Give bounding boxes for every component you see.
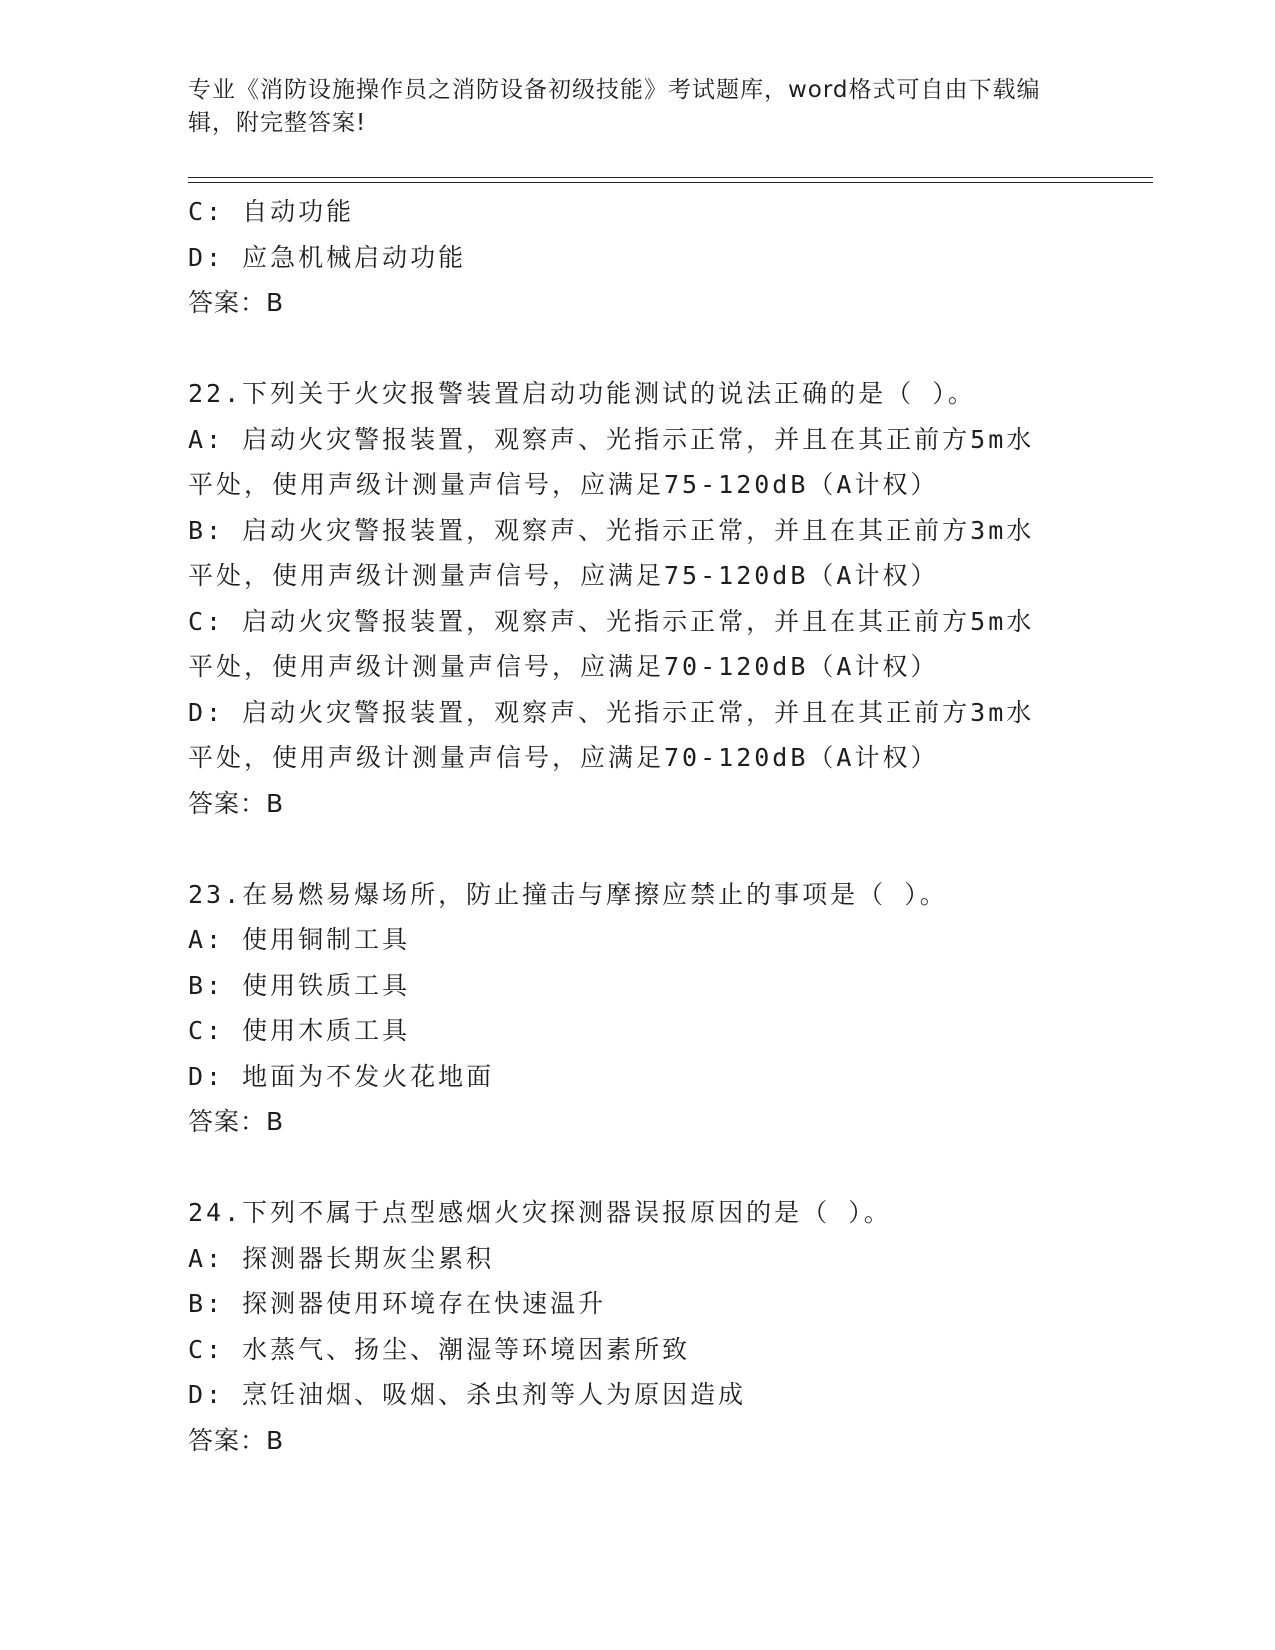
answer-line: 答案：B xyxy=(188,288,285,317)
option-line: D: 启动火灾警报装置，观察声、光指示正常，并且在其正前方3m水 xyxy=(188,697,1035,727)
question-stem: 22.下列关于火灾报警装置启动功能测试的说法正确的是（ ）。 xyxy=(188,379,976,408)
option-line: A: 启动火灾警报装置，观察声、光指示正常，并且在其正前方5m水 xyxy=(188,424,1035,454)
question-23 xyxy=(188,872,1108,1145)
option-line: B: 探测器使用环境存在快速温升 xyxy=(188,1289,607,1318)
option-line: A: 探测器长期灰尘累积 xyxy=(188,1243,495,1273)
option-line: C: 自动功能 xyxy=(188,197,355,226)
answer-line: 答案：B xyxy=(188,788,285,818)
option-line: C: 使用木质工具 xyxy=(188,1016,411,1045)
document-header xyxy=(188,74,1088,140)
question-stem: 24.下列不属于点型感烟火灾探测器误报原因的是（ ）。 xyxy=(188,1198,892,1227)
option-line: 平处，使用声级计测量声信号，应满足70-120dB（A计权） xyxy=(188,743,939,772)
option-line: C: 水蒸气、扬尘、潮湿等环境因素所致 xyxy=(188,1334,691,1364)
option-line: C: 启动火灾警报装置，观察声、光指示正常，并且在其正前方5m水 xyxy=(188,606,1035,636)
option-line: D: 地面为不发火花地面 xyxy=(188,1061,495,1091)
spacer xyxy=(188,1145,1108,1191)
header-line-2: 辑，附完整答案! xyxy=(188,110,367,136)
question-24 xyxy=(188,1190,1108,1463)
question-stem: 23.在易燃易爆场所，防止撞击与摩擦应禁止的事项是（ ）。 xyxy=(188,879,948,909)
option-line: 平处，使用声级计测量声信号，应满足75-120dB（A计权） xyxy=(188,561,939,590)
option-line: A: 使用铜制工具 xyxy=(188,925,411,954)
option-line: B: 启动火灾警报装置，观察声、光指示正常，并且在其正前方3m水 xyxy=(188,515,1035,545)
spacer xyxy=(188,326,1108,372)
option-line: D: 应急机械启动功能 xyxy=(188,242,467,272)
header-rule-top xyxy=(188,177,1153,178)
spacer xyxy=(188,826,1108,872)
answer-line: 答案：B xyxy=(188,1425,285,1455)
header-rule-bottom xyxy=(188,182,1153,183)
option-line: 平处，使用声级计测量声信号，应满足75-120dB（A计权） xyxy=(188,470,939,499)
question-list xyxy=(188,189,1108,1463)
option-line: 平处，使用声级计测量声信号，应满足70-120dB（A计权） xyxy=(188,652,939,681)
question-22 xyxy=(188,371,1108,826)
option-line: D: 烹饪油烟、吸烟、杀虫剂等人为原因造成 xyxy=(188,1380,747,1409)
prev-question xyxy=(188,189,1108,326)
answer-line: 答案：B xyxy=(188,1107,285,1136)
header-line-1: 专业《消防设施操作员之消防设备初级技能》考试题库，word格式可自由下载编 xyxy=(188,77,1041,103)
option-line: B: 使用铁质工具 xyxy=(188,970,411,1000)
